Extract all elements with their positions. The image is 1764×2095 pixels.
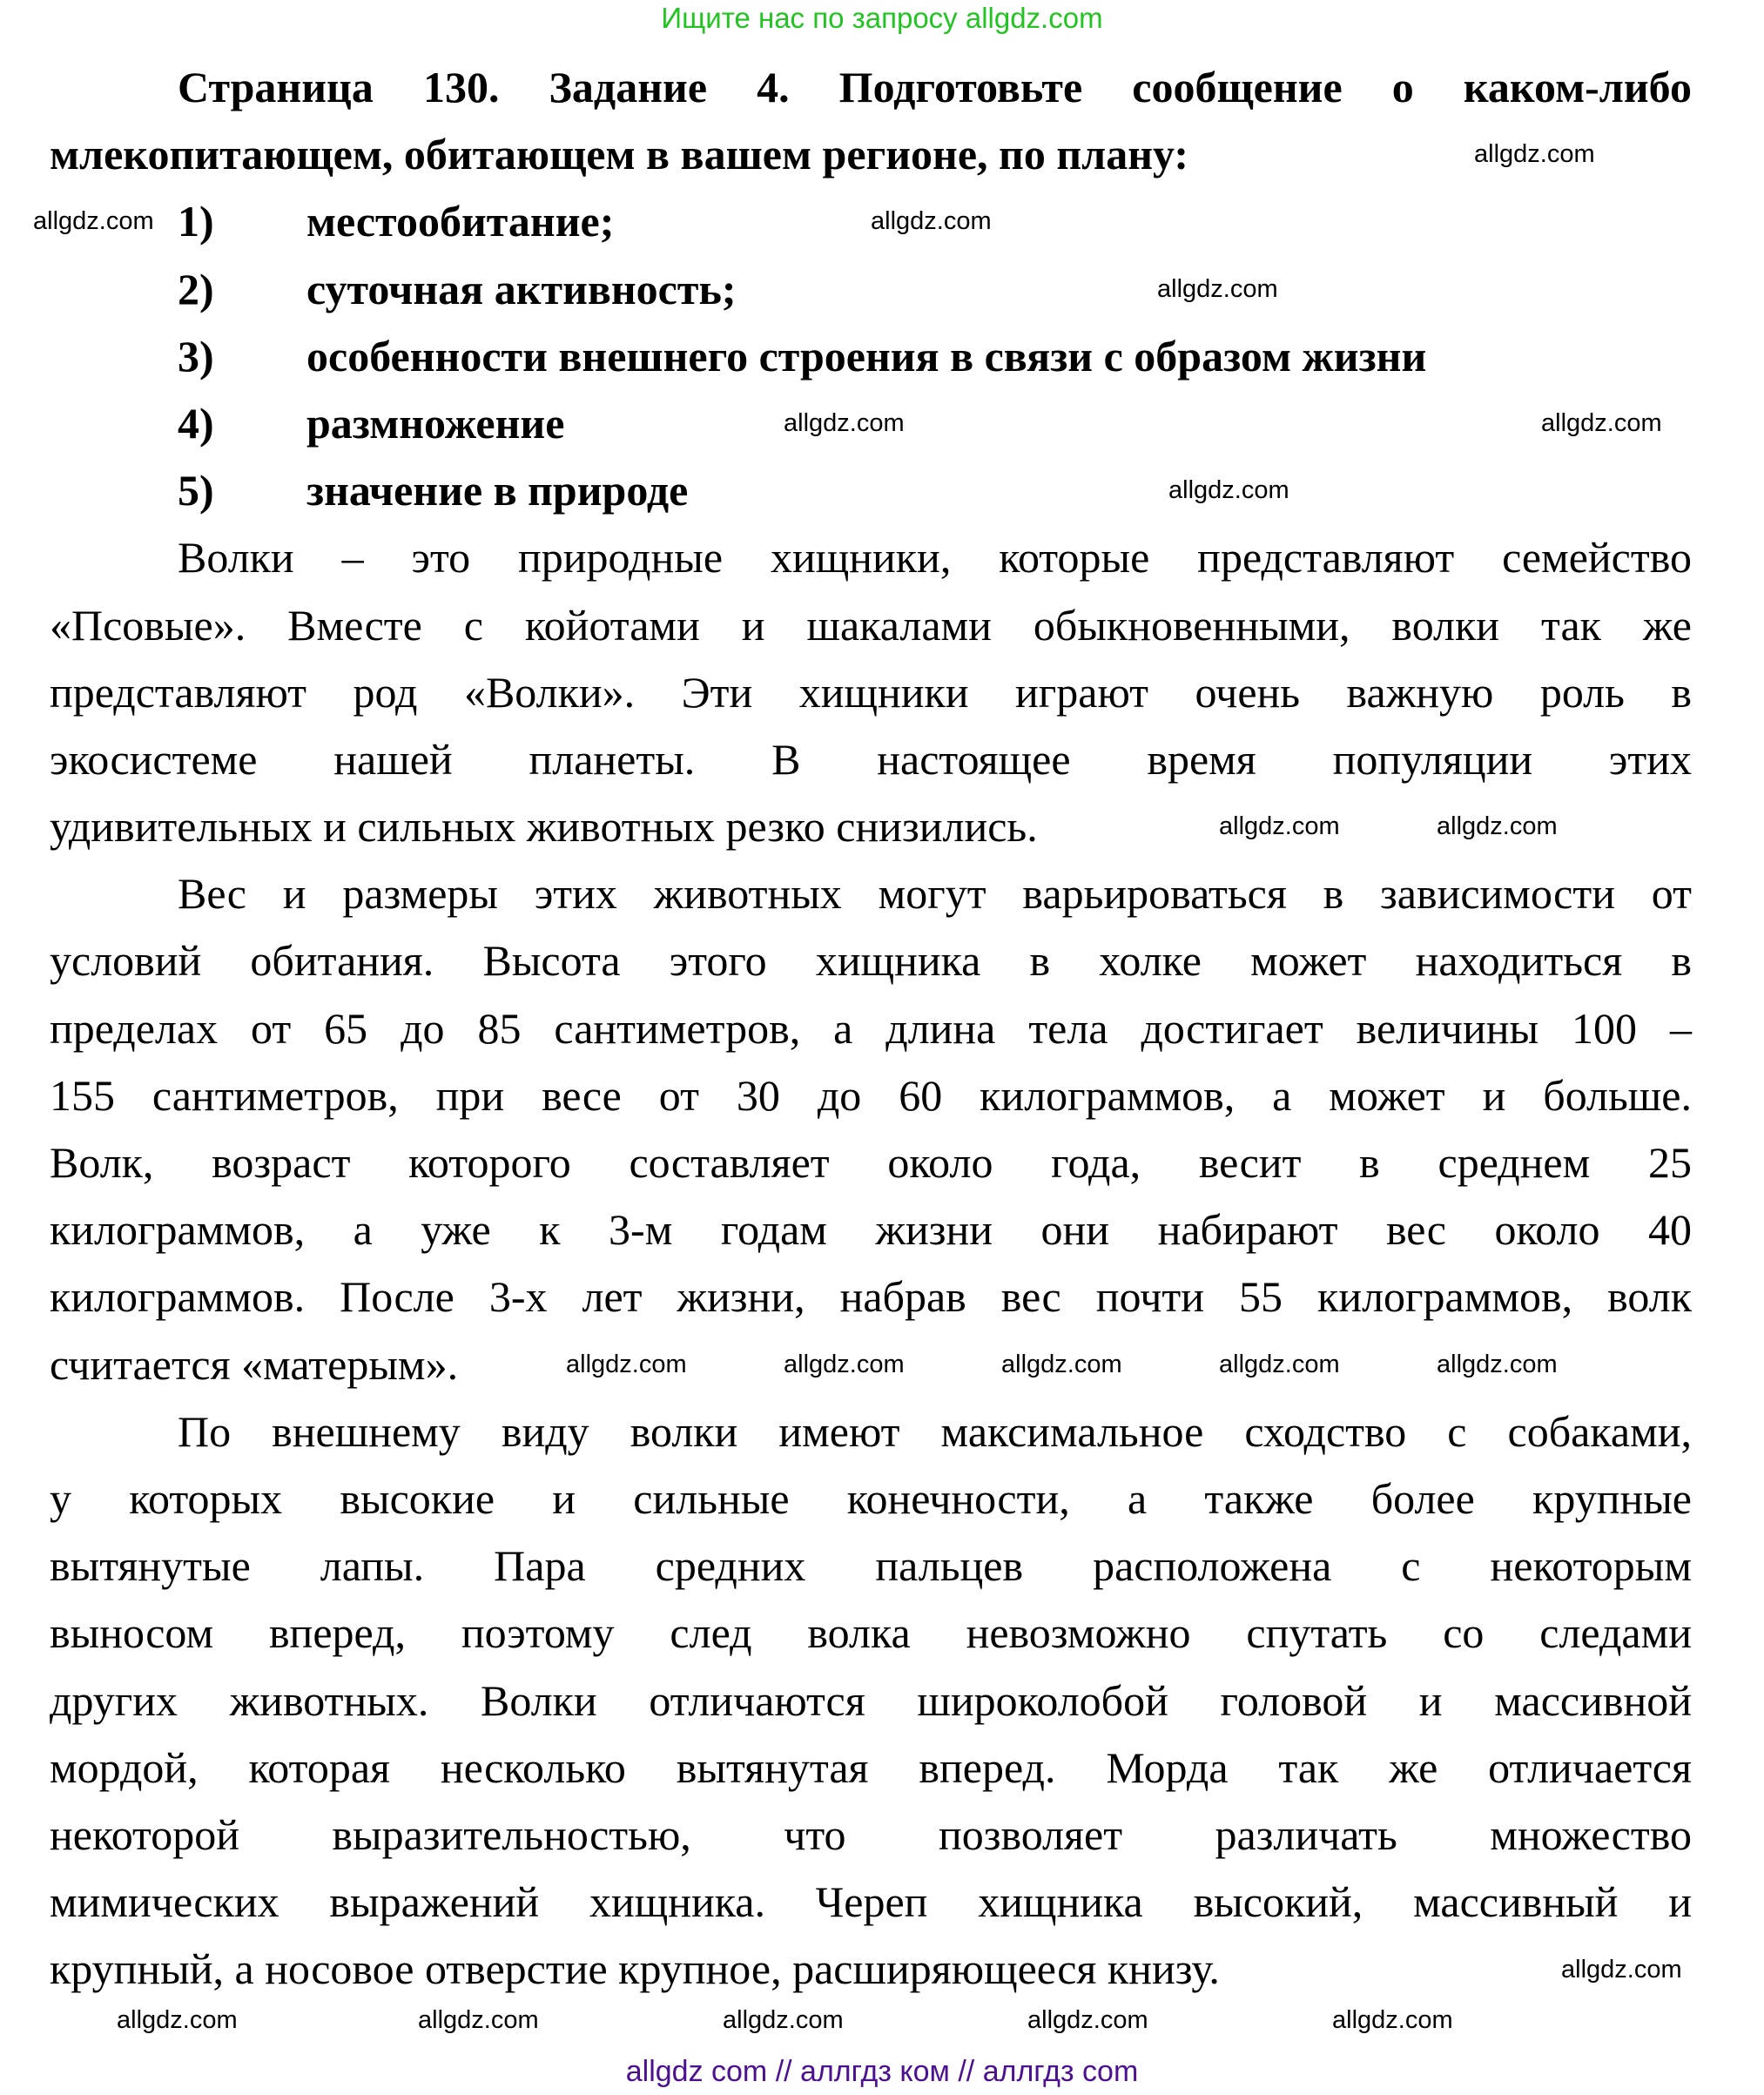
paragraph-line: килограммов, а уже к 3-м годам жизни они набирают вес около 40: [50, 1205, 1692, 1255]
plan-list: [50, 188, 1692, 524]
plan-item-text: местообитание;: [306, 197, 615, 246]
paragraph-line: Волк, возраст которого составляет около года, весит в среднем 25: [50, 1138, 1692, 1187]
paragraph-line: мордой, которая несколько вытянутая вперед. Морда так же отличается: [50, 1742, 1692, 1792]
paragraph-line: выносом вперед, поэтому след волка невозможно спутать со следами: [50, 1608, 1692, 1658]
paragraph-line: мимических выражений хищника. Череп хищника высокий, массивный и: [50, 1877, 1692, 1927]
watermark: allgdz.com: [1027, 2006, 1148, 2034]
watermark: allgdz.com: [1168, 476, 1289, 504]
paragraph: [50, 1398, 1692, 2004]
paragraph-line: вытянутые лапы. Пара средних пальцев расположена с некоторым: [50, 1541, 1692, 1591]
paragraph-line: Волки – это природные хищники, которые представляют семейство: [178, 533, 1692, 583]
paragraph: [50, 860, 1692, 1398]
task-title-line: Страница 130. Задание 4. Подготовьте сообщение о каком-либо: [178, 63, 1692, 111]
plan-item-number: 2): [178, 264, 214, 313]
plan-item-number: 3): [178, 331, 214, 381]
watermark: allgdz.com: [1219, 1351, 1340, 1378]
watermark: allgdz.com: [566, 1351, 687, 1378]
paragraph-line: 155 сантиметров, при весе от 30 до 60 килограммов, а может и больше.: [50, 1070, 1692, 1120]
paragraph-line: экосистеме нашей планеты. В настоящее время популяции этих: [50, 734, 1692, 784]
watermark: allgdz.com: [723, 2006, 844, 2034]
paragraph-line: Вес и размеры этих животных могут варьироваться в зависимости от: [178, 869, 1692, 919]
plan-item: [50, 323, 1692, 390]
plan-item-text: размножение: [306, 398, 565, 448]
watermark: allgdz.com: [1474, 140, 1595, 168]
search-banner: Ищите нас по запросу allgdz.com: [661, 2, 1103, 34]
watermark: allgdz.com: [1001, 1351, 1122, 1378]
watermark: allgdz.com: [1437, 1351, 1558, 1378]
paragraph-line: считается «матерым».: [50, 1339, 459, 1389]
plan-item-text: значение в природе: [306, 466, 689, 515]
plan-item-number: 5): [178, 466, 214, 515]
paragraph-line: удивительных и сильных животных резко снизились.: [50, 802, 1038, 852]
footer-banner: allgdz com // аллгдз ком // аллгдз com: [625, 2055, 1139, 2088]
paragraph-line: у которых высокие и сильные конечности, а также более крупные: [50, 1473, 1692, 1523]
document-body: [50, 54, 1692, 2003]
watermark: allgdz.com: [784, 409, 905, 437]
plan-item-text: особенности внешнего строения в связи с образом жизни: [306, 331, 1427, 381]
paragraph-line: По внешнему виду волки имеют максимальное сходство с собаками,: [178, 1406, 1692, 1456]
paragraph-line: килограммов. После 3-х лет жизни, набрав вес почти 55 килограммов, волк: [50, 1272, 1692, 1322]
paragraph-line: крупный, а носовое отверстие крупное, расширяющееся книзу.: [50, 1944, 1220, 1994]
paragraph-line: условий обитания. Высота этого хищника в холке может находиться в: [50, 936, 1692, 986]
watermark: allgdz.com: [871, 207, 992, 235]
task-title-line: млекопитающем, обитающем в вашем регионе, по плану:: [50, 130, 1189, 179]
watermark: allgdz.com: [1332, 2006, 1453, 2034]
watermark: allgdz.com: [117, 2006, 238, 2034]
watermark: allgdz.com: [1541, 409, 1662, 437]
watermark: allgdz.com: [1219, 812, 1340, 840]
watermark: allgdz.com: [784, 1351, 905, 1378]
plan-item: [50, 256, 1692, 323]
watermark: allgdz.com: [418, 2006, 539, 2034]
plan-item-text: суточная активность;: [306, 264, 737, 313]
plan-item-number: 1): [178, 197, 214, 246]
paragraph-line: других животных. Волки отличаются широколобой головой и массивной: [50, 1675, 1692, 1725]
answer-text: [50, 524, 1692, 2003]
watermark: allgdz.com: [1561, 1956, 1682, 1984]
watermark: allgdz.com: [33, 207, 154, 235]
watermark: allgdz.com: [1157, 275, 1278, 303]
paragraph-line: некоторой выразительностью, что позволяет различать множество: [50, 1809, 1692, 1859]
paragraph-line: «Псовые». Вместе с койотами и шакалами обыкновенными, волки так же: [50, 600, 1692, 650]
paragraph-line: представляют род «Волки». Эти хищники играют очень важную роль в: [50, 667, 1692, 717]
plan-item: [50, 457, 1692, 524]
watermark: allgdz.com: [1437, 812, 1558, 840]
plan-item-number: 4): [178, 398, 214, 448]
paragraph: [50, 524, 1692, 860]
paragraph-line: пределах от 65 до 85 сантиметров, а длина тела достигает величины 100 –: [50, 1003, 1692, 1053]
